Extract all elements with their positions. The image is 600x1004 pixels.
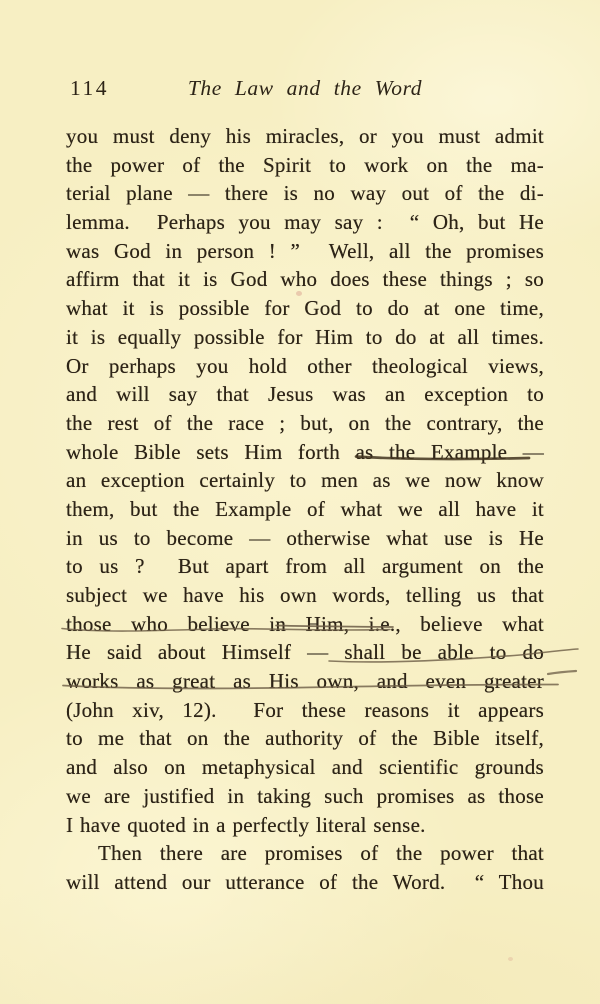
text-line: was God in person ! ” Well, all the promises <box>66 238 544 263</box>
pencil-dash-after-greater <box>548 671 576 674</box>
text-line: and will say that Jesus was an exception to <box>66 382 544 407</box>
text-line-underlined-example: whole Bible sets Him forth as the Example — <box>66 439 544 464</box>
text-line: you must deny his miracles, or you must admit <box>66 124 544 148</box>
paper-speck <box>296 291 302 296</box>
paper-speck <box>508 957 513 961</box>
text-line: lemma. Perhaps you may say : “ Oh, but He <box>66 210 544 235</box>
text-line: and also on metaphysical and scientific grounds <box>66 755 544 780</box>
text-line: terial plane — there is no way out of the di- <box>66 181 544 206</box>
text-line: we are justified in taking such promises as those <box>66 783 544 808</box>
text-line: what it is possible for God to do at one time, <box>66 296 544 321</box>
text-line: (John xiv, 12). For these reasons it appears <box>66 697 544 722</box>
running-header-title: The Law and the Word <box>187 76 423 100</box>
text-line-paragraph-end: I have quoted in a perfectly literal sense. <box>66 812 426 837</box>
text-line: the power of the Spirit to work on the ma- <box>66 152 544 177</box>
running-header <box>66 76 544 106</box>
text-line: it is equally possible for Him to do at all times. <box>66 324 544 349</box>
body-text <box>66 122 544 897</box>
text-line: to us ? But apart from all argument on the <box>66 554 544 579</box>
text-line-paragraph-start: Then there are promises of the power that <box>98 841 544 866</box>
text-line: subject we have his own words, telling us that <box>66 583 544 607</box>
text-line: will attend our utterance of the Word. “ Thou <box>66 869 544 894</box>
text-line: an exception certainly to men as we now know <box>66 468 544 493</box>
text-line: affirm that it is God who does these things ; so <box>66 267 544 292</box>
text-line: the rest of the race ; but, on the contrary, the <box>66 410 544 435</box>
text-line-underlined-believe: those who believe in Him, i.e., believe what <box>66 611 544 636</box>
text-line-underlined-works: works as great as His own, and even greater <box>66 669 544 694</box>
text-line: them, but the Example of what we all have it <box>66 496 544 521</box>
text-line: Or perhaps you hold other theological views, <box>66 353 544 378</box>
text-line: to me that on the authority of the Bible itself, <box>66 726 544 751</box>
text-line-underlined-shall: He said about Himself — shall be able to do <box>66 640 544 665</box>
text-line: in us to become — otherwise what use is He <box>66 525 544 550</box>
page-number: 114 <box>70 76 109 100</box>
